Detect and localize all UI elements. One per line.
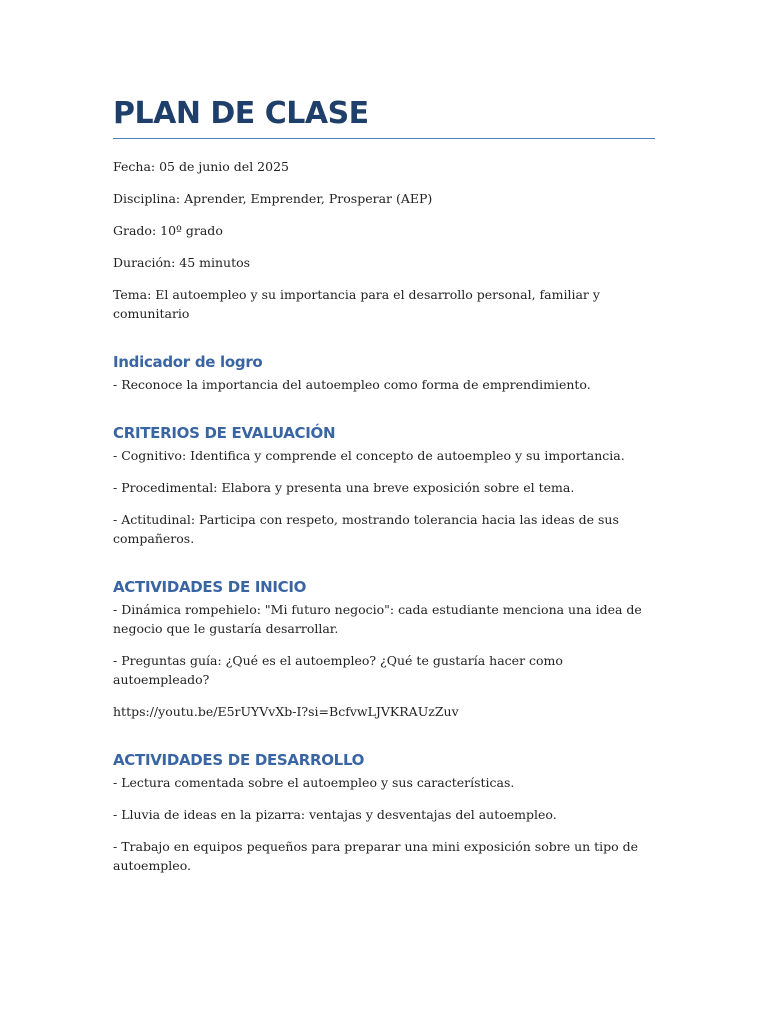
opening-activities-section [113, 577, 655, 721]
teamwork-item: - Trabajo en equipos pequeños para preparar una mini exposición sobre un tipo de autoempleo. [113, 839, 639, 873]
reading-item: - Lectura comentada sobre el autoempleo y sus características. [113, 775, 515, 790]
criterion-attitudinal: - Actitudinal: Participa con respeto, mostrando tolerancia hacia las ideas de sus compañeros. [113, 512, 619, 546]
guide-questions-item: - Preguntas guía: ¿Qué es el autoempleo? ¿Qué te gustaría hacer como autoempleado? [113, 653, 563, 687]
evaluation-criteria-section [113, 423, 655, 548]
topic-line: Tema: El autoempleo y su importancia para el desarrollo personal, familiar y comunitario [113, 287, 600, 321]
discipline-line: Disciplina: Aprender, Emprender, Prosperar (AEP) [113, 191, 433, 206]
date-line: Fecha: 05 de junio del 2025 [113, 159, 289, 174]
grade-line: Grado: 10º grado [113, 223, 223, 238]
document-page [113, 96, 655, 875]
criterion-procedural: - Procedimental: Elabora y presenta una breve exposición sobre el tema. [113, 480, 575, 495]
brainstorm-item: - Lluvia de ideas en la pizarra: ventajas y desventajas del autoempleo. [113, 807, 557, 822]
development-activities-section [113, 750, 655, 875]
evaluation-criteria-heading: CRITERIOS DE EVALUACIÓN [113, 424, 336, 442]
video-link[interactable]: https://youtu.be/E5rUYVvXb-I?si=BcfvwLJVKRAUzZuv [113, 704, 459, 719]
development-activities-heading: ACTIVIDADES DE DESARROLLO [113, 751, 365, 769]
page-title: PLAN DE CLASE [113, 96, 655, 139]
achievement-indicator-heading: Indicador de logro [113, 353, 263, 371]
class-info [113, 157, 655, 323]
icebreaker-item: - Dinámica rompehielo: "Mi futuro negocio": cada estudiante menciona una idea de negocio que le gustaría desarrollar. [113, 602, 642, 636]
opening-activities-heading: ACTIVIDADES DE INICIO [113, 578, 307, 596]
indicator-item: - Reconoce la importancia del autoempleo como forma de emprendimiento. [113, 377, 591, 392]
duration-line: Duración: 45 minutos [113, 255, 251, 270]
criterion-cognitive: - Cognitivo: Identifica y comprende el concepto de autoempleo y su importancia. [113, 448, 625, 463]
achievement-indicator-section [113, 352, 655, 394]
